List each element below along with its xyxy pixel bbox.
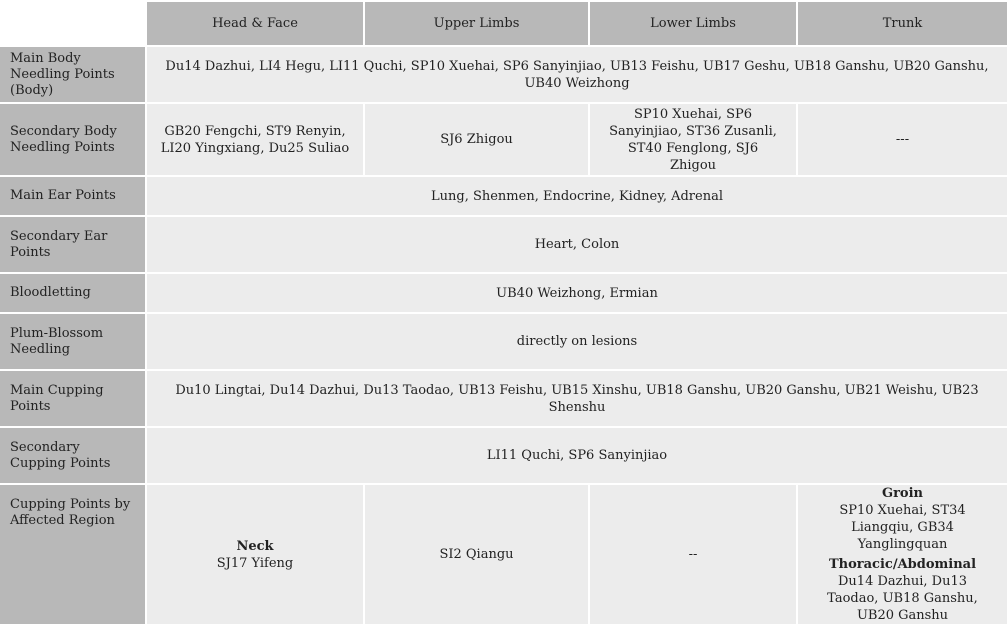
cell-plum-blossom: directly on lesions (147, 314, 1007, 369)
groin-points: SP10 Xuehai, ST34 Liangqiu, GB34 Yanglingquan (839, 503, 966, 552)
cell-affected-upper-limbs: SI2 Qiangu (365, 485, 588, 624)
neck-title: Neck (236, 538, 274, 554)
cell-secondary-body-head-face: GB20 Fengchi, ST9 Renyin, LI20 Yingxiang, Du25 Suliao (147, 104, 363, 175)
cell-main-cupping: Du10 Lingtai, Du14 Dazhui, Du13 Taodao, UB13 Feishu, UB15 Xinshu, UB18 Ganshu, UB20 Ganshu, UB21 Weishu, UB23 Shenshu (147, 371, 1007, 426)
row-label-main-ear: Main Ear Points (0, 177, 145, 215)
row-label-affected-region: Cupping Points by Affected Region (0, 485, 145, 624)
row-label-secondary-ear: Secondary Ear Points (0, 217, 145, 272)
thoracic-abdominal-title: Thoracic/Abdominal (828, 557, 977, 572)
neck-points: SJ17 Yifeng (216, 555, 294, 571)
row-label-bloodletting: Bloodletting (0, 274, 145, 312)
column-header-trunk: Trunk (798, 2, 1007, 45)
column-header-upper-limbs: Upper Limbs (365, 2, 588, 45)
empty-corner-cell (0, 0, 146, 46)
row-label-plum-blossom: Plum-Blossom Needling (0, 314, 145, 369)
cell-main-body: Du14 Dazhui, LI4 Hegu, LI11 Quchi, SP10 Xuehai, SP6 Sanyinjiao, UB13 Feishu, UB17 Geshu, UB18 Ganshu, UB20 Ganshu, UB40 Weizhong (147, 47, 1007, 102)
row-label-main-body: Main Body Needling Points (Body) (0, 47, 145, 102)
cell-secondary-body-upper-limbs: SJ6 Zhigou (365, 104, 588, 175)
cell-affected-lower-limbs: -- (590, 485, 796, 624)
row-label-main-cupping: Main Cupping Points (0, 371, 145, 426)
thoracic-abdominal-points: Du14 Dazhui, Du13 Taodao, UB18 Ganshu, UB20 Ganshu (827, 574, 978, 623)
groin-title: Groin (881, 486, 923, 501)
cell-affected-trunk (798, 485, 1007, 624)
cell-secondary-body-trunk: --- (798, 104, 1007, 175)
cell-bloodletting: UB40 Weizhong, Ermian (147, 274, 1007, 312)
cell-secondary-ear: Heart, Colon (147, 217, 1007, 272)
cell-secondary-cupping: LI11 Quchi, SP6 Sanyinjiao (147, 428, 1007, 483)
column-header-head-face: Head & Face (147, 2, 363, 45)
column-header-lower-limbs: Lower Limbs (590, 2, 796, 45)
cell-secondary-body-lower-limbs: SP10 Xuehai, SP6 Sanyinjiao, ST36 Zusanli, ST40 Fenglong, SJ6 Zhigou (590, 104, 796, 175)
row-label-secondary-body: Secondary Body Needling Points (0, 104, 145, 175)
cell-affected-head-face (147, 485, 363, 624)
cell-main-ear: Lung, Shenmen, Endocrine, Kidney, Adrenal (147, 177, 1007, 215)
row-label-secondary-cupping: Secondary Cupping Points (0, 428, 145, 483)
